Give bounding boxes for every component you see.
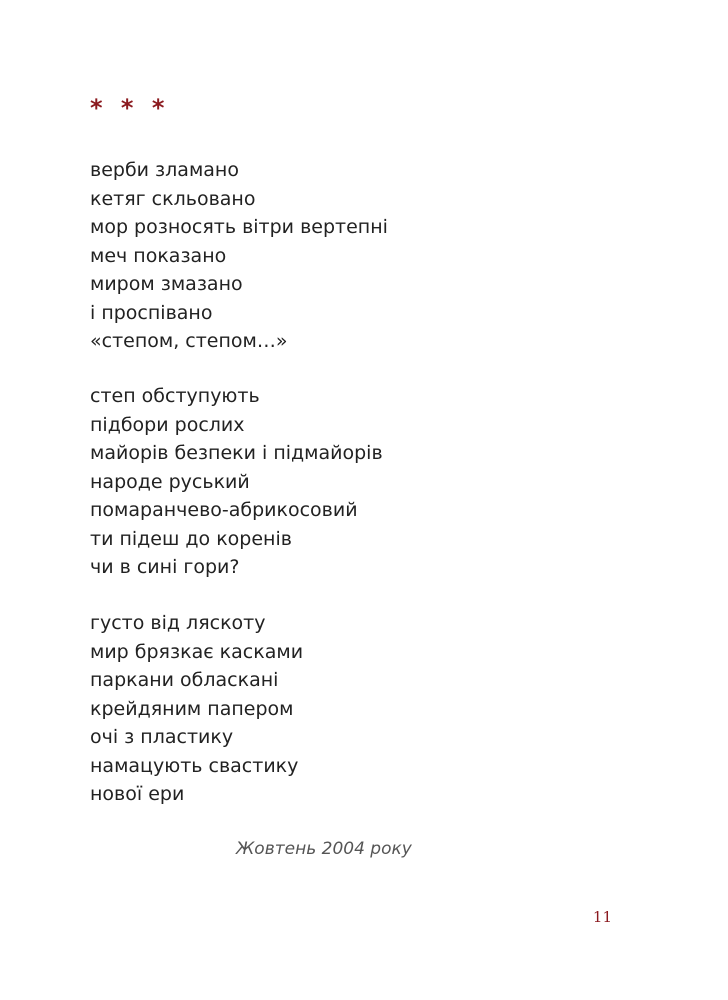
poem-line: миром змазано — [90, 273, 243, 295]
poem-line: густо від ляскоту — [90, 612, 266, 634]
poem-line: мир брязкає касками — [90, 640, 304, 663]
poem-line: крейдяним папером — [90, 697, 294, 720]
poem-line: мор розносять вітри вертепні — [90, 216, 388, 238]
poem-line: нової ери — [90, 783, 185, 805]
poem-line: очі з пластику — [90, 726, 234, 748]
poem-line: степ обступують — [90, 385, 260, 407]
poem-line: намацують свастику — [90, 754, 299, 777]
poem-line: помаранчево-абрикосовий — [90, 499, 358, 521]
poem-line: і проспівано — [90, 301, 213, 324]
poem-line: народе руський — [90, 470, 250, 493]
stanza-2 — [90, 382, 450, 582]
poem-line: кетяг скльовано — [90, 187, 256, 210]
stanza-3 — [90, 609, 450, 809]
stanza-1 — [90, 156, 450, 356]
poem-line: чи в сині гори? — [90, 556, 240, 578]
poem-line: меч показано — [90, 244, 227, 267]
poem-line: паркани обласкані — [90, 669, 279, 691]
page-number: 11 — [592, 908, 612, 926]
poem-line: ти підеш до коренів — [90, 527, 292, 550]
poem-date: Жовтень 2004 року — [236, 839, 412, 859]
poem-line: майорів безпеки і підмайорів — [90, 442, 383, 464]
poem-line: підбори рослих — [90, 413, 245, 436]
poem-line: верби зламано — [90, 159, 239, 181]
poem-line: «степом, степом…» — [90, 330, 288, 352]
section-ornament: * * * — [90, 94, 170, 122]
